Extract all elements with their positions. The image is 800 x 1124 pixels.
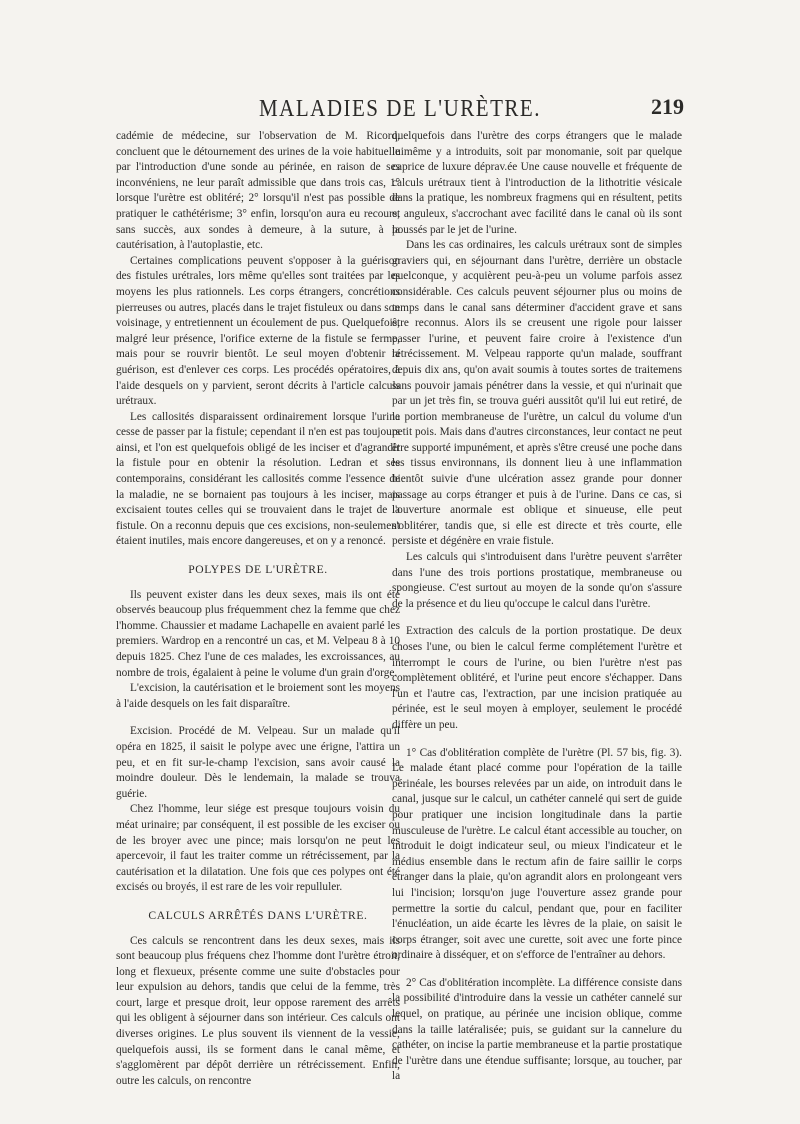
paragraph: Certaines complications peuvent s'opposer à la guérison des fistules urétrales, lors même qu'elles sont traitées par les moyens les plus rationnels. Les corps étrangers, concrétions pierreuses ou autres, placés dans le trajet fistuleux ou dans son voisinage, y entretiennent un écoulement de pus. Quelquefois, malgré leur présence, l'orifice externe de la fistule se ferme, mais pour se rouvrir bientôt. Le seul moyen d'obtenir la guérison, est d'enlever ces corps. Les procédés opératoires, à l'aide desquels on y parvient, seront décrits à l'article calculs urétraux.: [116, 254, 400, 408]
section-heading-calculs: CALCULS ARRÊTÉS DANS L'URÈTRE.: [148, 908, 368, 922]
paragraph: Ils peuvent exister dans les deux sexes, mais ils ont été observés beaucoup plus fréquemment chez la femme que chez l'homme. Chaussier et madame Lachapelle en avaient parlé les premiers. Wardrop en a rencontré un cas, et M. Velpeau 8 à 10 depuis 1825. Chez l'une de ces malades, les excroissances, au nombre de trois, égalaient à peine le volume d'un grain d'orge.: [116, 588, 400, 679]
section-heading-polypes: POLYPES DE L'URÈTRE.: [188, 563, 328, 577]
paragraph: Les calculs qui s'introduisent dans l'urètre peuvent s'arrêter dans l'une des trois portions prostatique, membraneuse ou spongieuse. C'est surtout au moyen de la sonde qu'on s'assure de la présence et du lieu qu'occupe le calcul dans l'urètre.: [392, 551, 682, 610]
paragraph: Extraction des calculs de la portion prostatique. De deux choses l'une, ou bien le calcul ferme complétement l'urètre et interrompt le cours de l'urine, ou bien l'urètre n'est pas complètement oblitéré, et l'urine peut encore s'échapper. Dans l'un et l'autre cas, l'extraction, par une incision pratiquée au périnée, est le seul moyen à employer, seulement le procédé diffère un peu.: [392, 625, 682, 731]
right-column: [392, 129, 682, 1085]
paragraph: Ces calculs se rencontrent dans les deux sexes, mais ils sont beaucoup plus fréquens chez l'homme dont l'urètre étroit, long et flexueux, présente comme une suite d'obstacles pour leur expulsion au dehors, tandis que celui de la femme, très court, large et presque droit, leur oppose rarement des arrêts qui les obligent à séjourner dans son intérieur. Ces calculs ont diverses origines. Le plus souvent ils viennent de la vessie; quelquefois aussi, ils se forment dans le canal même, et s'agglomèrent par dépôt derrière un rétrécissement. Enfin, outre les calculs, on rencontre: [116, 934, 400, 1087]
paragraph: L'excision, la cautérisation et le broiement sont les moyens à l'aide desquels on les fait disparaître.: [116, 682, 400, 710]
paragraph: Chez l'homme, leur siége est presque toujours voisin du méat urinaire; par conséquent, il est possible de les exciser ou de les broyer avec une pince; mais lorsqu'on ne peut les apercevoir, il faut les traiter comme un rétrécissement, par la cautérisation et la dilatation. Une fois que ces polypes ont été excisés ou broyés, il est rare de les voir repulluler.: [116, 803, 400, 894]
paragraph: Les callosités disparaissent ordinairement lorsque l'urine cesse de passer par la fistule; cependant il n'en est pas toujours ainsi, et l'on est quelquefois obligé de les inciser et d'agrandir la fistule pour en obtenir la résolution. Ledran et ses contemporains, considérant les callosités comme l'essence de la maladie, ne se bornaient pas toujours à les inciser, mais excisaient toutes celles qui se trouvaient dans le trajet de la fistule. On a reconnu depuis que ces excisions, non-seulement étaient inutiles, mais encore dangereuses, et on y a renoncé.: [116, 410, 400, 548]
paragraph: cadémie de médecine, sur l'observation de M. Ricord, concluent que le détournement des urines de la voie habituelle par l'introduction d'une sonde au périnée, en raison de ses inconvéniens, ne leur paraît admissible que dans trois cas, 1° lorsque l'urètre est oblitéré; 2° lorsqu'il n'est pas possible de pratiquer le cathétérisme; 3° enfin, lorsqu'on aura eu recours, sans succès, aux sondes à demeure, à la suture, à la cautérisation, à l'autoplastie, etc.: [116, 130, 400, 252]
running-title: MALADIES DE L'URÈTRE.: [258, 94, 541, 122]
paragraph: quelquefois dans l'urètre des corps étrangers que le malade luimême y a introduits, soit par monomanie, soit par quelque caprice de luxure déprav.ée Une cause nouvelle et fréquente de calculs urétraux tient à l'introduction de la lithotritie vésicale dans la pratique, les nombreux fragmens qui en résultent, petits et anguleux, s'accrochant avec facilité dans le canal où ils sont poussés par le jet de l'urine.: [392, 130, 682, 236]
paragraph: 2° Cas d'oblitération incomplète. La différence consiste dans la possibilité d'introduire dans la vessie un cathéter cannelé sur lequel, on pratique, au périnée une incision oblique, comme dans la taille latéralisée; puis, se guidant sur la cannelure du cathéter, on incise la partie membraneuse et la partie prostatique de l'urètre dans une étendue suffisante; lorsque, au toucher, par la: [392, 976, 683, 1083]
paragraph: Dans les cas ordinaires, les calculs urétraux sont de simples graviers qui, en séjournant dans l'urètre, derrière un obstacle quelconque, y acquièrent peu-à-peu un volume parfois assez considérable. Ces calculs peuvent séjourner plus ou moins de temps dans le canal sans déterminer d'accident grave et sans être reconnus. Alors ils se creusent une rigole pour laisser passer l'urine, et peuvent faire croire à l'existence d'un rétrécissement. M. Velpeau rapporte qu'un malade, souffrant depuis dix ans, qu'on avait soumis à toutes sortes de traitemens sans pouvoir jamais pénétrer dans la vessie, et qui n'urinait que par un jet très fin, se trouva guéri aussitôt qu'il lui eut retiré, de la portion membraneuse de l'urètre, un calcul du volume d'un petit pois. Mais dans d'autres circonstances, leur contact ne peut être supporté impunément, et après s'être creusé une poche dans les tissus environnans, ils donnent lieu à une inflammation bientôt suivie d'une ulcération assez grande pour donner passage au corps étranger et puis à de l'urine. Dans ce cas, si l'ouverture anormale est oblique et sinueuse, elle peut s'oblitérer, tandis que, si elle est directe et très courte, elle persiste et dégénère en vraie fistule.: [392, 239, 682, 548]
paragraph: 1° Cas d'oblitération complète de l'urètre (Pl. 57 bis, fig. 3). Le malade étant placé comme pour l'opération de la taille périnéale, les bourses relevées par un aide, on introduit dans le canal, jusque sur le calcul, un cathéter cannelé qui sert de guide pour pratiquer une incision longitudinale dans la partie musculeuse de l'urètre. Le calcul étant accessible au toucher, on introduit le doigt indicateur seul, ou mieux l'indicateur et le médius ensemble dans le rectum afin de faire saillir le corps étranger dans la plaie, qu'on agrandit alors en prolongeant vers lui l'incision; lorsqu'on juge l'ouverture assez grande pour permettre la sortie du calcul, pendant que, pour en faciliter l'énucléation, un aide écarte les lèvres de la plaie, on saisit le corps étranger, soit avec une curette, soit avec une forte pince ordinaire à disséquer, et on s'efforce de l'entraîner au dehors.: [392, 746, 682, 962]
left-column: [116, 129, 400, 1089]
page-number: 219: [651, 94, 684, 119]
running-header: [116, 96, 684, 124]
paragraph: Excision. Procédé de M. Velpeau. Sur un malade qu'il opéra en 1825, il saisit le polype avec une érigne, l'attira un peu, et en fit sur-le-champ l'excision, sans avoir causé la moindre douleur. Dès le lendemain, la malade se trouva guérie.: [116, 725, 400, 800]
